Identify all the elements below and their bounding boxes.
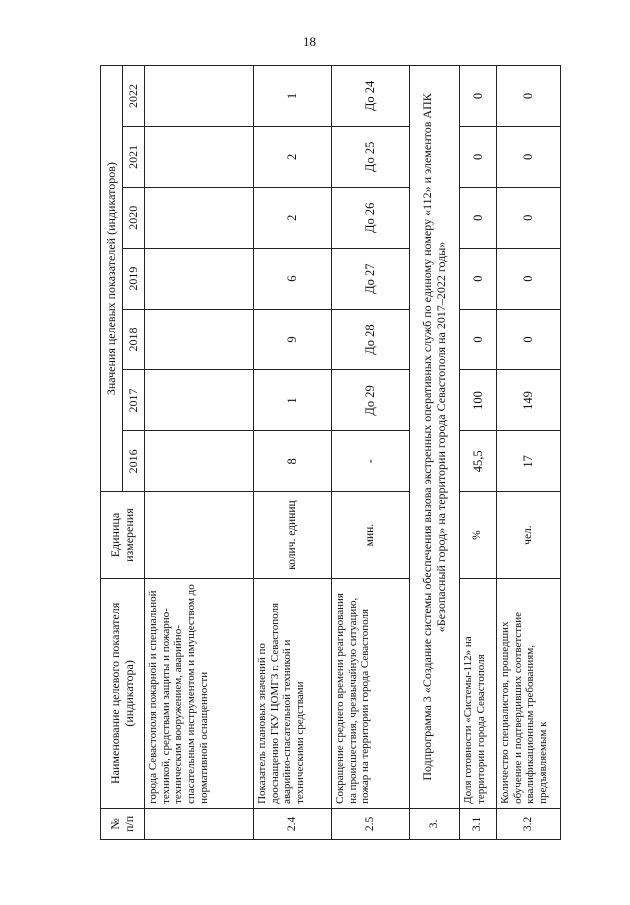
row-value: 45,5 bbox=[460, 431, 497, 492]
year-header: 2021 bbox=[123, 126, 145, 187]
year-header: 2020 bbox=[123, 187, 145, 248]
header-num bbox=[101, 808, 145, 839]
row-value bbox=[145, 187, 254, 248]
row-value: 0 bbox=[460, 66, 497, 127]
year-header: 2019 bbox=[123, 248, 145, 309]
row-value: 0 bbox=[497, 126, 561, 187]
row-value: До 28 bbox=[332, 309, 410, 370]
row-value bbox=[145, 126, 254, 187]
row-num: 3.1 bbox=[460, 808, 497, 839]
row-value: 0 bbox=[460, 187, 497, 248]
row-name: Количество специалистов, прошедших обучение и подтвердивших соответствие квалификационным требованиям, предъявляемым к bbox=[497, 578, 561, 808]
row-value bbox=[145, 248, 254, 309]
row-value: 0 bbox=[460, 248, 497, 309]
row-num: 2.4 bbox=[254, 808, 332, 839]
row-value: 100 bbox=[460, 370, 497, 431]
row-unit bbox=[145, 492, 254, 579]
row-value: До 29 bbox=[332, 370, 410, 431]
row-value: 149 bbox=[497, 370, 561, 431]
row-unit: чел. bbox=[497, 492, 561, 579]
row-value: 2 bbox=[254, 187, 332, 248]
table-row bbox=[254, 66, 332, 840]
row-value bbox=[145, 370, 254, 431]
row-value: До 25 bbox=[332, 126, 410, 187]
row-value: До 26 bbox=[332, 187, 410, 248]
row-value: 0 bbox=[497, 309, 561, 370]
row-unit: % bbox=[460, 492, 497, 579]
row-value: 0 bbox=[460, 126, 497, 187]
row-value bbox=[145, 66, 254, 127]
row-value: 0 bbox=[497, 66, 561, 127]
row-name: Сокращение среднего времени реагирования на происшествия, чрезвычайную ситуацию, пожар на территории города Севастополя bbox=[332, 578, 410, 808]
row-unit: мин. bbox=[332, 492, 410, 579]
row-value: 17 bbox=[497, 431, 561, 492]
row-name: Показатель плановых значений по дооснащению ГКУ ЦОМГЗ г. Севастополя аварийно-спасательной техникой и техническими средствами bbox=[254, 578, 332, 808]
year-header: 2016 bbox=[123, 431, 145, 492]
page-number: 18 bbox=[303, 34, 316, 49]
row-num: 3. bbox=[410, 808, 460, 839]
row-value: 1 bbox=[254, 370, 332, 431]
year-header: 2017 bbox=[123, 370, 145, 431]
row-value: До 27 bbox=[332, 248, 410, 309]
row-value: 0 bbox=[460, 309, 497, 370]
row-value: 0 bbox=[497, 248, 561, 309]
row-value bbox=[145, 431, 254, 492]
rotated-table-container bbox=[100, 65, 549, 840]
table-row bbox=[497, 66, 561, 840]
year-header: 2018 bbox=[123, 309, 145, 370]
row-num: 2.5 bbox=[332, 808, 410, 839]
row-value: До 24 bbox=[332, 66, 410, 127]
subprogram-title: Подпрограмма 3 «Создание системы обеспечения вызова экстренных оперативных служб по единому номеру «112» и элементов АПК «Безопасный город» на территории города Севастополя на 2017–2022 годы» bbox=[410, 66, 460, 809]
indicators-table bbox=[100, 65, 561, 840]
table-row bbox=[332, 66, 410, 840]
row-value bbox=[145, 309, 254, 370]
row-num: 3.2 bbox=[497, 808, 561, 839]
row-value: 1 bbox=[254, 66, 332, 127]
year-header: 2022 bbox=[123, 66, 145, 127]
row-num bbox=[145, 808, 254, 839]
row-name: города Севастополя пожарной и специальной техникой, средствами защиты и пожарно-техническим вооружением, аварийно-спасательным инструментом и имуществом до нормативной оснащенности bbox=[145, 578, 254, 808]
header-num-sub: п/п bbox=[121, 815, 136, 833]
row-value: 0 bbox=[497, 187, 561, 248]
header-num-label: № bbox=[107, 818, 122, 830]
header-row-1 bbox=[101, 66, 123, 840]
table-row bbox=[460, 66, 497, 840]
row-value: 2 bbox=[254, 126, 332, 187]
row-name: Доля готовности «Системы-112» на территории города Севастополя bbox=[460, 578, 497, 808]
header-name: Наименование целевого показателя (индикатора) bbox=[101, 578, 145, 808]
header-values: Значения целевых показателей (индикаторов) bbox=[101, 66, 123, 492]
table-row bbox=[145, 66, 254, 840]
row-value: 6 bbox=[254, 248, 332, 309]
header-unit: Единица измерения bbox=[101, 492, 145, 579]
row-value: - bbox=[332, 431, 410, 492]
row-value: 8 bbox=[254, 431, 332, 492]
row-unit: колич. единиц bbox=[254, 492, 332, 579]
row-value: 9 bbox=[254, 309, 332, 370]
subprogram-row bbox=[410, 66, 460, 840]
